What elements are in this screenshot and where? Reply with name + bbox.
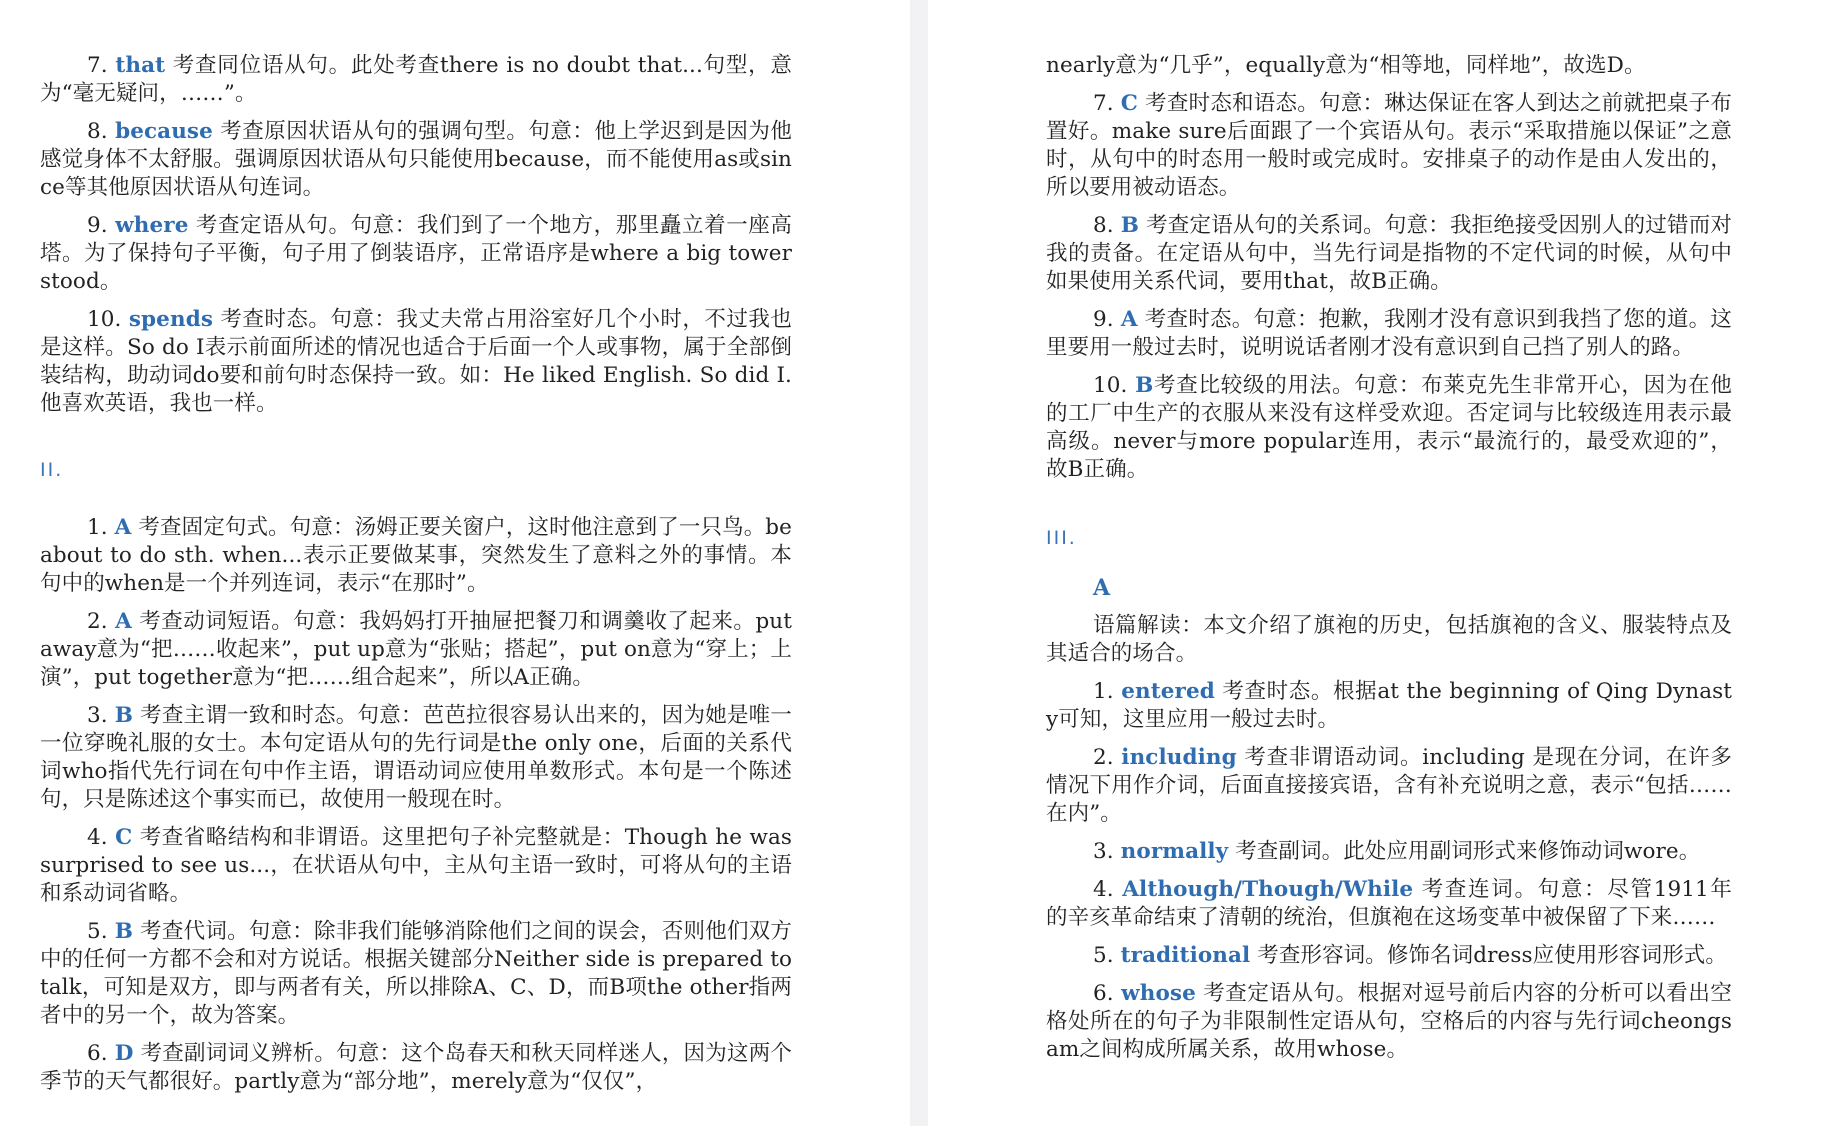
answer-item: 3. B 考查主谓一致和时态。句意：芭芭拉很容易认出来的，因为她是唯一一位穿晚礼服的女士。本句定语从句的先行词是the only one，后面的关系代词who指代先行词在句中作主语，谓语动词应使用单数形式。本句是一个陈述句，只是陈述这个事实而已，故使用一般现在时。 bbox=[40, 703, 793, 812]
answer-key: B bbox=[114, 919, 134, 944]
answer-key: entered bbox=[1121, 679, 1215, 704]
answer-item: 9. A 考查时态。句意：抱歉，我刚才没有意识到我挡了您的道。这里要用一般过去时，说明说话者刚才没有意识到自己挡了别人的路。 bbox=[1046, 307, 1732, 360]
answer-key: A bbox=[114, 515, 132, 540]
answer-key: A bbox=[115, 609, 132, 634]
answer-item: 3. normally 考查副词。此处应用副词形式来修饰动词wore。 bbox=[1093, 839, 1701, 864]
left-column bbox=[40, 52, 792, 1106]
answer-key: B bbox=[114, 703, 134, 728]
answer-key: whose bbox=[1121, 981, 1196, 1006]
answer-key: Although/Though/While bbox=[1122, 877, 1414, 902]
answer-item: 7. C 考查时态和语态。句意：琳达保证在客人到达之前就把桌子布置好。make sure后面跟了一个宾语从句。表示“采取措施以保证”之意时，从句中的时态用一般时或完成时。安排桌子的动作是由人发出的，所以要用被动语态。 bbox=[1046, 91, 1732, 200]
answer-key: A bbox=[1120, 307, 1138, 332]
answer-item: 5. B 考查代词。句意：除非我们能够消除他们之间的误会，否则他们双方中的任何一方都不会和对方说话。根据关键部分Neither side is prepared to talk，可知是双方，即与两者有关，所以排除A、C、D，而B项the other指两者中的另一个，故为答案。 bbox=[40, 919, 793, 1028]
answer-list-top bbox=[1046, 90, 1732, 484]
section-heading-iii: III. bbox=[1046, 527, 1077, 549]
right-column bbox=[1046, 52, 1732, 1074]
answer-key: because bbox=[115, 119, 213, 144]
answer-item: 8. because 考查原因状语从句的强调句型。句意：他上学迟到是因为他感觉身体不太舒服。强调原因状语从句只能使用because，而不能使用as或since等其他原因状语从句连词。 bbox=[40, 119, 792, 200]
answer-key: traditional bbox=[1120, 943, 1251, 968]
answer-key: normally bbox=[1120, 839, 1229, 864]
answer-item: 5. traditional 考查形容词。修饰名词dress应使用形容词形式。 bbox=[1093, 943, 1727, 968]
answer-item: 1. entered 考查时态。根据at the beginning of Qing Dynasty可知，这里应用一般过去时。 bbox=[1046, 679, 1732, 732]
answer-key: C bbox=[115, 825, 133, 850]
section-heading-ii: II. bbox=[40, 459, 64, 481]
answer-item: 4. C 考查省略结构和非谓语。这里把句子补完整就是：Though he was surprised to see us...，在状语从句中，主从句主语一致时，可将从句的主语和系动词省略。 bbox=[40, 825, 792, 906]
answer-item: 10. B考查比较级的用法。句意：布莱克先生非常开心，因为在他的工厂中生产的衣服从来没有这样受欢迎。否定词与比较级连用表示最高级。never与more popular连用，表示“最流行的，最受欢迎的”，故B正确。 bbox=[1046, 373, 1732, 482]
answer-key: that bbox=[115, 53, 166, 78]
passage-label: A bbox=[1093, 575, 1111, 601]
answer-item: 2. including 考查非谓语动词。including 是现在分词，在许多情况下用作介词，后面直接接宾语，含有补充说明之意，表示“包括……在内”。 bbox=[1046, 745, 1732, 826]
answer-item: 8. B 考查定语从句的关系词。句意：我拒绝接受因别人的过错而对我的责备。在定语从句中，当先行词是指物的不定代词的时候，从句中如果使用关系代词，要用that，故B正确。 bbox=[1046, 213, 1733, 294]
answer-key: including bbox=[1121, 745, 1237, 770]
answer-list-bottom bbox=[1046, 678, 1732, 1064]
left-page bbox=[0, 0, 910, 1126]
right-page bbox=[928, 0, 1822, 1126]
continuation-text: nearly意为“几乎”，equally意为“相等地，同样地”，故选D。 bbox=[1046, 53, 1646, 78]
answer-item: 9. where 考查定语从句。句意：我们到了一个地方，那里矗立着一座高塔。为了保持句子平衡，句子用了倒装语序，正常语序是where a big tower stood。 bbox=[40, 213, 793, 294]
answer-item: 7. that 考查同位语从句。此处考查there is no doubt that...句型，意为“毫无疑问，……”。 bbox=[40, 53, 792, 106]
answer-key: B bbox=[1120, 213, 1140, 238]
answer-item: 1. A 考查固定句式。句意：汤姆正要关窗户，这时他注意到了一只鸟。be about to do sth. when...表示正要做某事，突然发生了意料之外的事情。本句中的when是一个并列连词，表示“在那时”。 bbox=[40, 515, 792, 596]
answer-list-top bbox=[40, 52, 792, 418]
answer-item: 2. A 考查动词短语。句意：我妈妈打开抽屉把餐刀和调羹收了起来。put away意为“把……收起来”，put up意为“张贴；搭起”，put on意为“穿上；上演”，put together意为“把……组合起来”，所以A正确。 bbox=[40, 609, 792, 690]
answer-item: 4. Although/Though/While 考查连词。句意：尽管1911年的辛亥革命结束了清朝的统治，但旗袍在这场变革中被保留了下来…… bbox=[1046, 877, 1733, 930]
passage-summary: 语篇解读：本文介绍了旗袍的历史，包括旗袍的含义、服装特点及其适合的场合。 bbox=[1046, 613, 1732, 666]
answer-item: 6. D 考查副词词义辨析。句意：这个岛春天和秋天同样迷人，因为这两个季节的天气都很好。partly意为“部分地”，merely意为“仅仅”， bbox=[40, 1041, 793, 1094]
answer-list-bottom bbox=[40, 514, 792, 1096]
answer-key: spends bbox=[128, 307, 214, 332]
answer-item: 10. spends 考查时态。句意：我丈夫常占用浴室好几个小时，不过我也是这样。So do I表示前面所述的情况也适合于后面一个人或事物，属于全部倒装结构，助动词do要和前句时态保持一致。如：He liked English. So did I. 他喜欢英语，我也一样。 bbox=[40, 307, 792, 416]
answer-item: 6. whose 考查定语从句。根据对逗号前后内容的分析可以看出空格处所在的句子为非限制性定语从句，空格后的内容与先行词cheongsam之间构成所属关系，故用whose。 bbox=[1046, 981, 1732, 1062]
answer-key: D bbox=[114, 1041, 134, 1066]
answer-key: where bbox=[115, 213, 189, 238]
answer-key: B bbox=[1135, 373, 1154, 398]
answer-key: C bbox=[1120, 91, 1139, 116]
